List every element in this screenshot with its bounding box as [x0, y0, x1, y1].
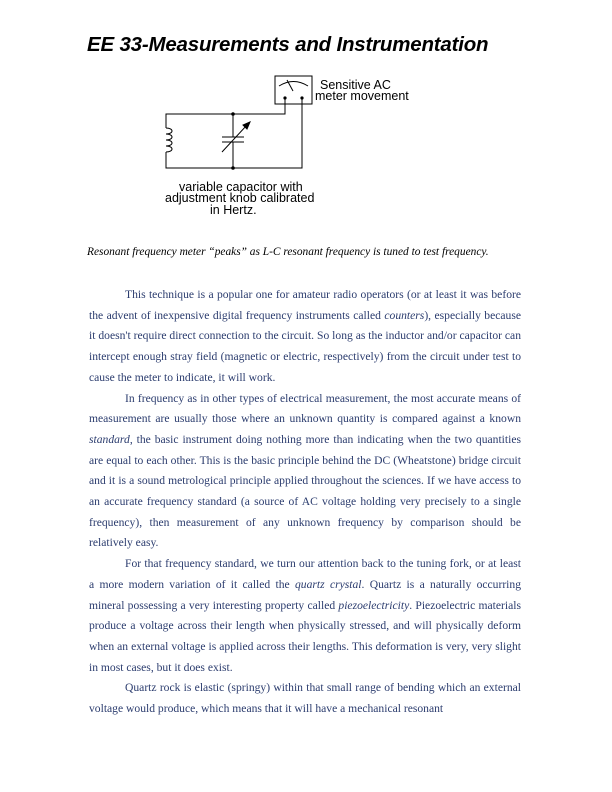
document-title: EE 33-Measurements and Instrumentation	[87, 33, 489, 56]
paragraph	[89, 678, 521, 719]
capacitor-label: adjustment knob calibrated	[165, 191, 315, 205]
paragraph-text: For that frequency standard, we turn our attention back to the tuning fork, or at least a more modern variation of it called the	[89, 557, 521, 591]
paragraph	[89, 285, 521, 389]
variable-capacitor-icon	[222, 122, 250, 152]
junction-dot	[231, 112, 235, 116]
resonant-frequency-meter-diagram	[0, 0, 612, 240]
body-text	[89, 285, 521, 720]
paragraph-text: . Piezoelectric materials produce a voltage across their length when physically stressed, and will physically deform when an external voltage is applied across their lengths. This deformation is very, very slight in most cases, but it does exist.	[89, 598, 521, 674]
paragraph-text: In frequency as in other types of electrical measurement, the most accurate means of measurement are usually those where an unknown quantity is compared against a known	[89, 391, 521, 426]
inductor-icon	[166, 128, 172, 152]
paragraph	[89, 389, 521, 555]
emphasis-term: counters	[384, 308, 425, 322]
paragraph-text: Quartz rock is elastic (springy) within that small range of bending which an external voltage would produce, which means that it will have a mechanical resonant	[89, 681, 521, 716]
paragraph-text: , the basic instrument doing nothing more than indicating when the two quantities are equal to each other. This is the basic principle behind the DC (Wheatstone) bridge circuit and it is a sound metrological principle applied throughout the sciences. If we have access to an accurate frequency standard (a source of AC voltage holding very precisely to a single frequency), then measurement of any unknown frequency by comparison should be relatively easy.	[89, 432, 521, 550]
meter-label: meter movement	[315, 89, 409, 103]
capacitor-label: in Hertz.	[210, 203, 257, 217]
emphasis-term: standard	[89, 432, 130, 446]
ac-meter-icon	[275, 76, 312, 104]
emphasis-term: piezoelectricity	[338, 598, 410, 612]
emphasis-term: quartz crystal	[295, 577, 362, 591]
capacitor-label: variable capacitor with	[179, 180, 303, 194]
paragraph-text: This technique is a popular one for amateur radio operators (or at least it was before the advent of inexpensive digital frequency instruments called	[89, 288, 521, 322]
meter-label: Sensitive AC	[320, 78, 391, 92]
junction-dot	[231, 166, 235, 170]
circuit-wires	[166, 98, 302, 168]
paragraph-text: ), especially because it doesn't require direct connection to the circuit. So long as the inductor and/or capacitor can intercept enough stray field (magnetic or electric, respectively) from the circuit under test to cause the meter to indicate, it will work.	[89, 308, 521, 384]
paragraph	[89, 554, 521, 678]
figure-caption: Resonant frequency meter “peaks” as L-C resonant frequency is tuned to test frequency.	[87, 246, 489, 258]
paragraph-text: . Quartz is a naturally occurring mineral possessing a very interesting property called	[89, 577, 521, 612]
